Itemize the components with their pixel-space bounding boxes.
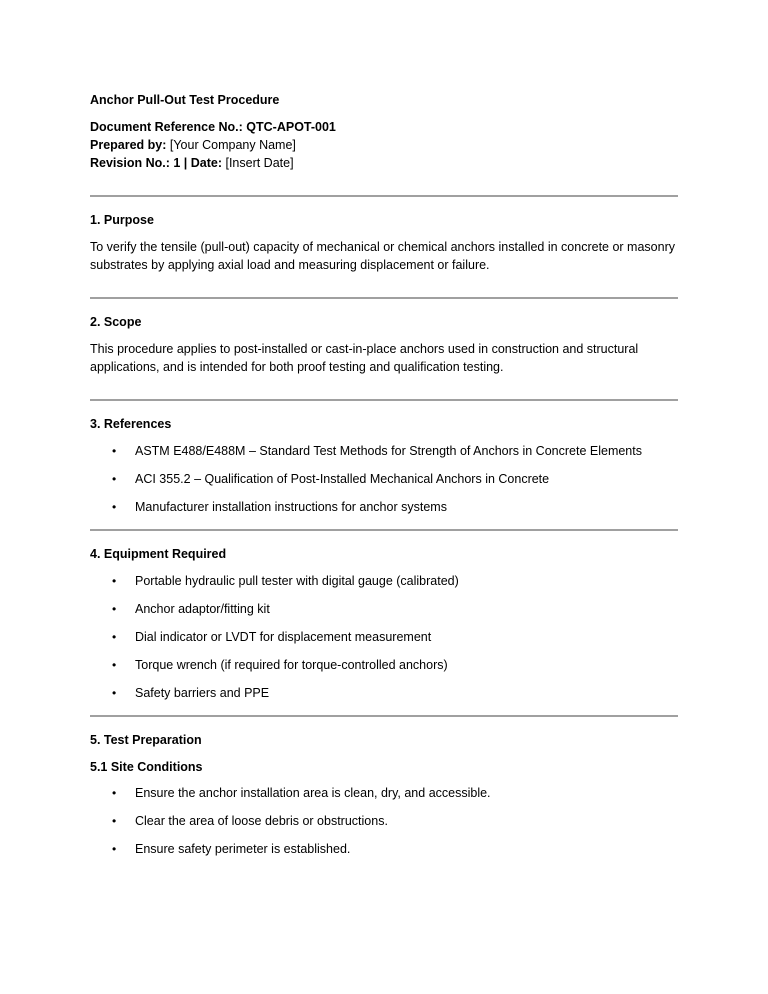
list-item-text: Portable hydraulic pull tester with digital gauge (calibrated) — [135, 574, 459, 588]
section-scope — [90, 313, 678, 376]
list-item-text: Dial indicator or LVDT for displacement measurement — [135, 630, 432, 644]
section-divider — [90, 195, 678, 197]
list-item-text: Torque wrench (if required for torque-controlled anchors) — [135, 658, 448, 672]
bullet-icon: • — [112, 658, 117, 672]
list-item-text: Ensure safety perimeter is established. — [135, 842, 351, 856]
list-item — [90, 498, 678, 516]
bullet-icon: • — [112, 630, 117, 644]
list-item-text: ASTM E488/E488M – Standard Test Methods for Strength of Anchors in Concrete Elements — [135, 444, 642, 458]
list-item-text: Safety barriers and PPE — [135, 686, 270, 700]
preparation-heading: 5. Test Preparation — [90, 733, 202, 747]
list-item — [90, 442, 678, 460]
equipment-list — [90, 572, 678, 702]
bullet-icon: • — [112, 472, 117, 486]
list-item — [90, 784, 678, 802]
revision-date-label: Revision No.: 1 | Date: — [90, 156, 222, 170]
references-list — [90, 442, 678, 516]
list-item-text: Anchor adaptor/fitting kit — [135, 602, 270, 616]
document-title: Anchor Pull-Out Test Procedure — [90, 93, 280, 107]
list-item-text: Manufacturer installation instructions for anchor systems — [135, 500, 447, 514]
site-conditions-list — [90, 784, 678, 858]
bullet-icon: • — [112, 814, 117, 828]
list-item-text: ACI 355.2 – Qualification of Post-Installed Mechanical Anchors in Concrete — [135, 472, 550, 486]
scope-heading: 2. Scope — [90, 315, 142, 329]
section-divider — [90, 715, 678, 717]
bullet-icon: • — [112, 602, 117, 616]
bullet-icon: • — [112, 686, 117, 700]
bullet-icon: • — [112, 444, 117, 458]
list-item — [90, 656, 678, 674]
prepared-by-value: [Your Company Name] — [166, 138, 296, 152]
list-item — [90, 600, 678, 618]
site-conditions-heading: 5.1 Site Conditions — [90, 760, 203, 774]
prepared-by — [90, 136, 678, 154]
list-item — [90, 812, 678, 830]
bullet-icon: • — [112, 786, 117, 800]
document-header — [90, 91, 678, 172]
section-divider — [90, 399, 678, 401]
list-item — [90, 628, 678, 646]
section-purpose — [90, 211, 678, 274]
bullet-icon: • — [112, 500, 117, 514]
references-heading: 3. References — [90, 417, 172, 431]
list-item — [90, 840, 678, 858]
section-equipment — [90, 545, 678, 702]
scope-text: This procedure applies to post-installed or cast-in-place anchors used in construction and structural applications, and is intended for both proof testing and qualification testing. — [90, 342, 639, 374]
list-item — [90, 684, 678, 702]
list-item-text: Ensure the anchor installation area is clean, dry, and accessible. — [135, 786, 491, 800]
section-divider — [90, 529, 678, 531]
section-references — [90, 415, 678, 516]
purpose-heading: 1. Purpose — [90, 213, 154, 227]
prepared-by-label: Prepared by: — [90, 138, 167, 152]
list-item — [90, 572, 678, 590]
equipment-heading: 4. Equipment Required — [90, 547, 227, 561]
section-divider — [90, 297, 678, 299]
document-reference — [90, 118, 678, 136]
bullet-icon: • — [112, 574, 117, 588]
section-test-preparation — [90, 731, 678, 858]
revision-date — [90, 154, 678, 172]
list-item-text: Clear the area of loose debris or obstructions. — [135, 814, 388, 828]
document-reference-label: Document Reference No.: QTC-APOT-001 — [90, 120, 336, 134]
list-item — [90, 470, 678, 488]
purpose-text: To verify the tensile (pull-out) capacity of mechanical or chemical anchors installed in concrete or masonry substrates by applying axial load and measuring displacement or failure. — [90, 240, 675, 272]
bullet-icon: • — [112, 842, 117, 856]
revision-date-value: [Insert Date] — [222, 156, 294, 170]
